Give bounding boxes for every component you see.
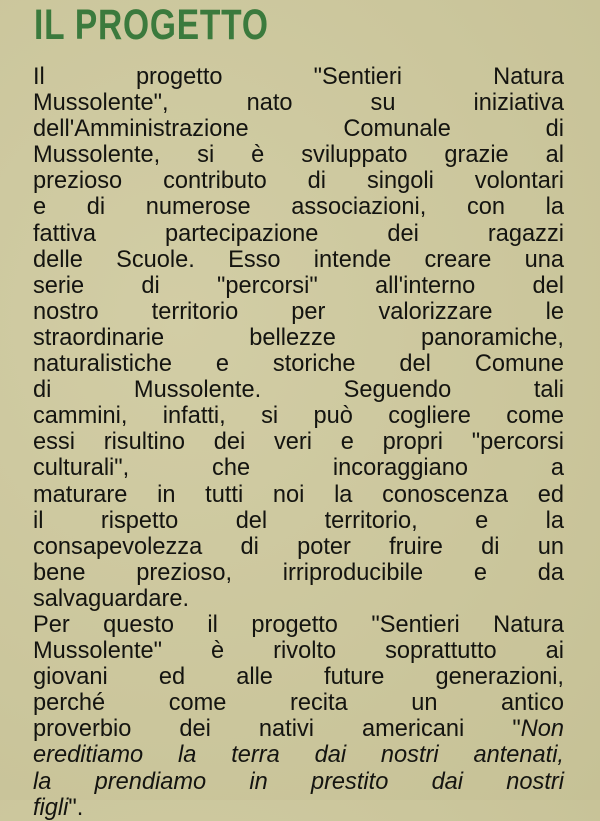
- text-line: essi risultino dei veri e propri "percorsi: [33, 429, 564, 456]
- proverb-line: la prendiamo in prestito dai nostri: [33, 768, 564, 795]
- text-line: dell'Amministrazione Comunale di: [33, 116, 564, 143]
- proverb-end-line: [33, 795, 564, 821]
- text-line: maturare in tutti noi la conoscenza ed: [33, 481, 564, 508]
- body-text: [33, 64, 564, 821]
- text-line: consapevolezza di poter fruire di un: [33, 533, 564, 560]
- text-line: e di numerose associazioni, con la: [33, 194, 564, 221]
- text-line: culturali", che incoraggiano a: [33, 455, 564, 482]
- text-line: cammini, infatti, si può cogliere come: [33, 403, 564, 430]
- text-line: nostro territorio per valorizzare le: [33, 298, 564, 325]
- text-line: giovani ed alle future generazioni,: [33, 664, 564, 691]
- proverb-end: figli: [33, 794, 69, 821]
- text-line: bene prezioso, irriproducibile e da: [33, 559, 564, 586]
- text-line: Mussolente, si è sviluppato grazie al: [33, 142, 564, 169]
- text-line: prezioso contributo di singoli volontari: [33, 168, 564, 195]
- text-line: di Mussolente. Seguendo tali: [33, 377, 564, 404]
- text-line: perché come recita un antico: [33, 690, 564, 717]
- text-line: Per questo il progetto "Sentieri Natura: [33, 611, 564, 638]
- text-line: salvaguardare.: [33, 585, 190, 612]
- closing-quote: ".: [68, 794, 84, 821]
- proverb-start: Non: [520, 716, 564, 743]
- text-line: naturalistiche e storiche del Comune: [33, 351, 564, 378]
- text-line: Mussolente", nato su iniziativa: [33, 90, 564, 117]
- paragraph-2: [33, 612, 564, 821]
- text-line: fattiva partecipazione dei ragazzi: [33, 220, 564, 247]
- text-line: Il progetto "Sentieri Natura: [33, 64, 564, 90]
- page-title: IL PROGETTO: [34, 1, 269, 49]
- text-line: delle Scuole. Esso intende creare una: [33, 246, 564, 273]
- text-line: Mussolente" è rivolto soprattutto ai: [33, 638, 564, 665]
- text-line: il rispetto del territorio, e la: [33, 507, 564, 534]
- text-line: serie di "percorsi" all'interno del: [33, 272, 564, 299]
- proverb-intro: proverbio dei nativi americani ": [33, 716, 521, 743]
- proverb-intro-line: [33, 716, 564, 742]
- paragraph-1: [33, 64, 564, 612]
- proverb-line: ereditiamo la terra dai nostri antenati,: [33, 742, 564, 769]
- text-line: straordinarie bellezze panoramiche,: [33, 324, 564, 351]
